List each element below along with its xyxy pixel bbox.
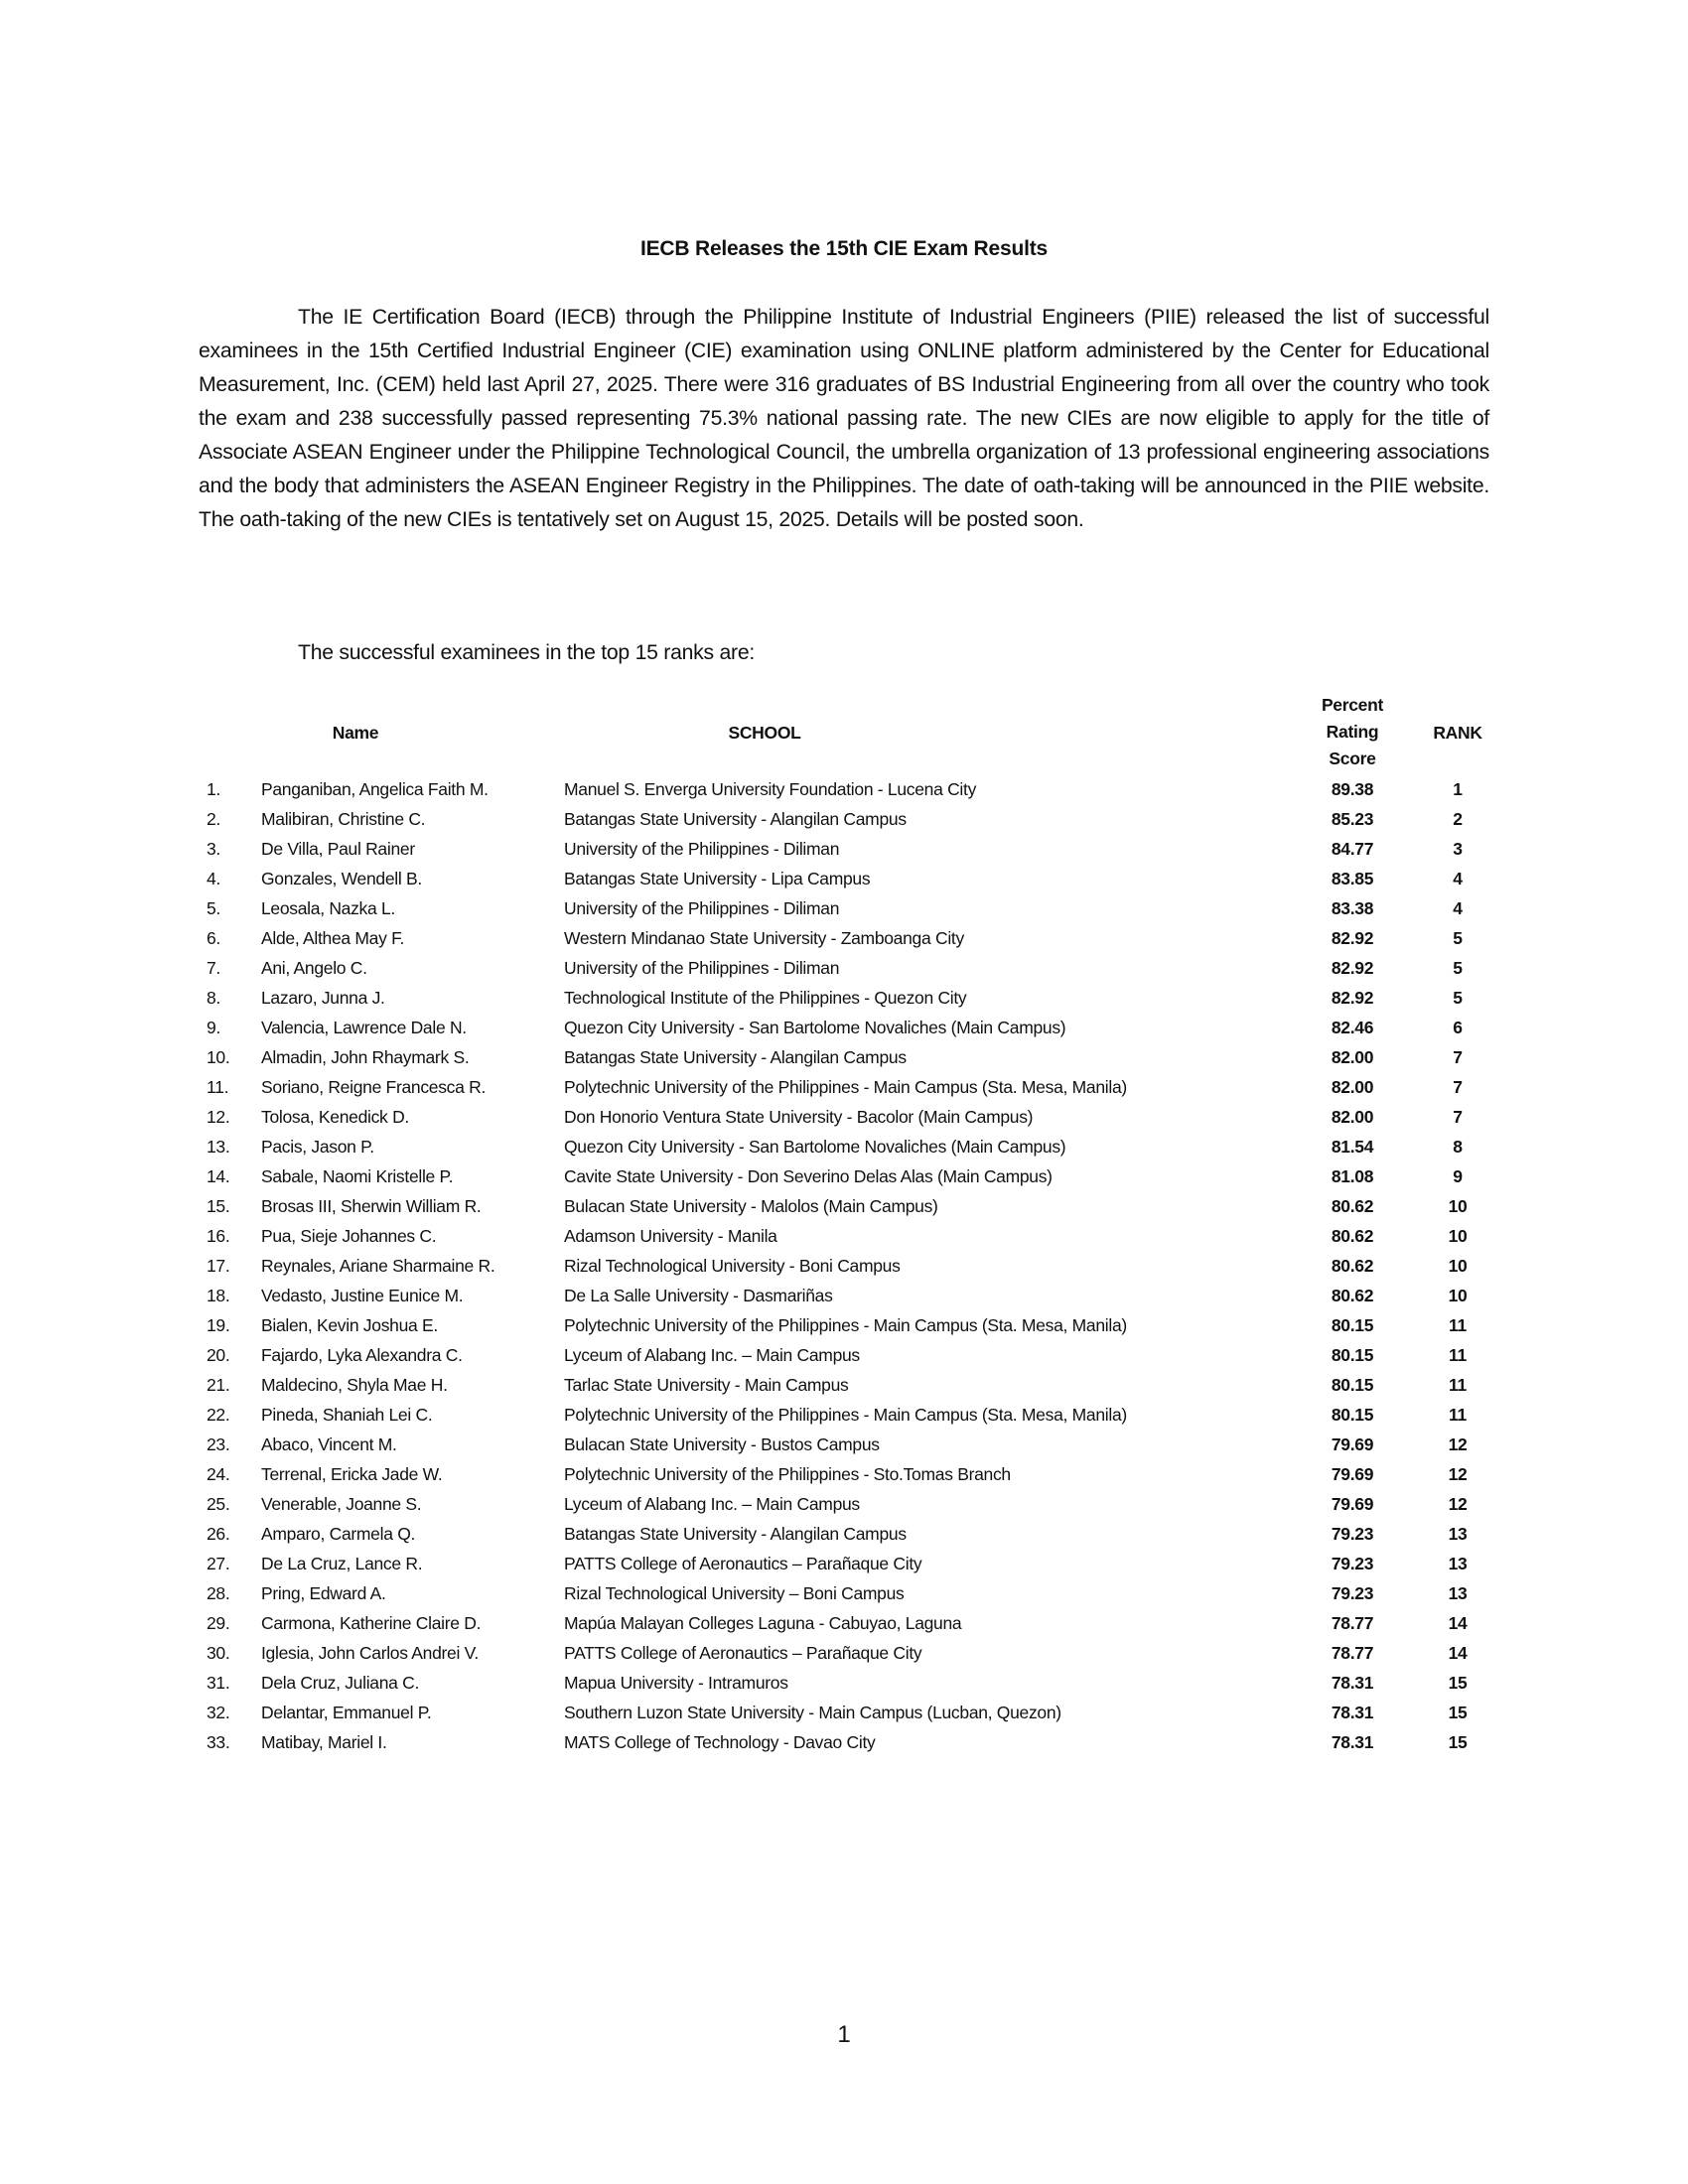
school-name: MATS College of Technology - Davao City — [564, 1732, 876, 1752]
school-name: Adamson University - Manila — [564, 1226, 777, 1246]
header-score-line-3: Score — [1329, 749, 1376, 768]
school-name: De La Salle University - Dasmariñas — [564, 1286, 833, 1305]
rank-value: 3 — [1453, 839, 1463, 859]
row-number: 16. — [207, 1226, 230, 1246]
examinee-name: Panganiban, Angelica Faith M. — [261, 779, 489, 799]
table-row — [0, 893, 1688, 923]
row-number: 24. — [207, 1464, 230, 1484]
table-row — [0, 1013, 1688, 1042]
row-number: 9. — [207, 1018, 220, 1037]
row-number: 26. — [207, 1524, 230, 1544]
rank-value: 10 — [1448, 1256, 1468, 1276]
table-row — [0, 864, 1688, 893]
rank-value: 13 — [1448, 1554, 1468, 1573]
percent-rating-score: 80.62 — [1331, 1226, 1374, 1246]
table-row — [0, 774, 1688, 804]
examinee-name: Fajardo, Lyka Alexandra C. — [261, 1345, 463, 1365]
table-row — [0, 1370, 1688, 1400]
rank-value: 9 — [1453, 1166, 1463, 1186]
examinee-name: Soriano, Reigne Francesca R. — [261, 1077, 487, 1097]
table-row — [0, 1519, 1688, 1549]
examinee-name: Pua, Sieje Johannes C. — [261, 1226, 437, 1246]
percent-rating-score: 79.23 — [1331, 1583, 1374, 1603]
rank-value: 15 — [1448, 1673, 1468, 1693]
school-name: Cavite State University - Don Severino Delas Alas (Main Campus) — [564, 1166, 1053, 1186]
examinee-name: Terrenal, Ericka Jade W. — [261, 1464, 443, 1484]
percent-rating-score: 79.23 — [1331, 1554, 1374, 1573]
header-school: SCHOOL — [728, 723, 801, 743]
table-row — [0, 804, 1688, 834]
row-number: 21. — [207, 1375, 230, 1395]
table-row — [0, 1161, 1688, 1191]
percent-rating-score: 89.38 — [1331, 779, 1374, 799]
percent-rating-score: 80.15 — [1331, 1375, 1374, 1395]
rank-value: 14 — [1448, 1643, 1468, 1663]
row-number: 12. — [207, 1107, 230, 1127]
percent-rating-score: 79.69 — [1331, 1494, 1374, 1514]
examinee-name: Delantar, Emmanuel P. — [261, 1703, 432, 1722]
percent-rating-score: 82.92 — [1331, 988, 1374, 1008]
table-row — [0, 1549, 1688, 1578]
school-name: Batangas State University - Alangilan Campus — [564, 1047, 907, 1067]
header-score-line-2: Rating — [1326, 722, 1379, 742]
row-number: 22. — [207, 1405, 230, 1425]
rank-value: 11 — [1449, 1315, 1467, 1335]
examinee-name: Pring, Edward A. — [261, 1583, 386, 1603]
row-number: 29. — [207, 1613, 230, 1633]
header-score-line-1: Percent — [1321, 695, 1384, 715]
row-number: 17. — [207, 1256, 230, 1276]
percent-rating-score: 78.77 — [1331, 1613, 1374, 1633]
rank-value: 15 — [1448, 1703, 1468, 1722]
announcement-paragraph: The IE Certification Board (IECB) through the Philippine Institute of Industrial Engineers (PIIE) released the list of successful examinees in the 15th Certified Industrial Engineer (CIE) examination using ONLINE platform administered by the Center for Educational Measurement, Inc. (CEM) held last April 27, 2025. There were 316 graduates of BS Industrial Engineering from all over the country who took the exam and 238 successfully passed representing 75.3% national passing rate. The new CIEs are now eligible to apply for the title of Associate ASEAN Engineer under the Philippine Technological Council, the umbrella organization of 13 professional engineering associations and the body that administers the ASEAN Engineer Registry in the Philippines. The date of oath-taking will be announced in the PIIE website. The oath-taking of the new CIEs is tentatively set on August 15, 2025. Details will be posted soon. — [199, 306, 1489, 531]
rank-value: 11 — [1449, 1375, 1467, 1395]
row-number: 27. — [207, 1554, 230, 1573]
percent-rating-score: 82.00 — [1331, 1077, 1374, 1097]
document-title: IECB Releases the 15th CIE Exam Results — [639, 237, 1049, 260]
school-name: Rizal Technological University - Boni Campus — [564, 1256, 901, 1276]
table-row — [0, 1459, 1688, 1489]
rank-value: 7 — [1453, 1047, 1463, 1067]
row-number: 7. — [207, 958, 220, 978]
table-row — [0, 1608, 1688, 1638]
examinee-name: Amparo, Carmela Q. — [261, 1524, 416, 1544]
row-number: 6. — [207, 928, 220, 948]
school-name: Batangas State University - Alangilan Campus — [564, 1524, 907, 1544]
examinee-name: Sabale, Naomi Kristelle P. — [261, 1166, 454, 1186]
rank-value: 10 — [1448, 1286, 1468, 1305]
examinee-name: De Villa, Paul Rainer — [261, 839, 415, 859]
row-number: 25. — [207, 1494, 230, 1514]
examinee-name: Vedasto, Justine Eunice M. — [261, 1286, 464, 1305]
table-row — [0, 1578, 1688, 1608]
school-name: Polytechnic University of the Philippines - Main Campus (Sta. Mesa, Manila) — [564, 1315, 1127, 1335]
percent-rating-score: 78.31 — [1331, 1732, 1374, 1752]
examinee-name: Pineda, Shaniah Lei C. — [261, 1405, 433, 1425]
table-row — [0, 983, 1688, 1013]
school-name: Don Honorio Ventura State University - Bacolor (Main Campus) — [564, 1107, 1034, 1127]
row-number: 31. — [207, 1673, 230, 1693]
table-row — [0, 1340, 1688, 1370]
row-number: 3. — [207, 839, 220, 859]
percent-rating-score: 80.62 — [1331, 1196, 1374, 1216]
school-name: Lyceum of Alabang Inc. – Main Campus — [564, 1345, 860, 1365]
school-name: PATTS College of Aeronautics – Parañaque City — [564, 1554, 922, 1573]
table-row — [0, 1102, 1688, 1132]
rank-value: 4 — [1453, 869, 1463, 888]
examinee-name: Carmona, Katherine Claire D. — [261, 1613, 482, 1633]
examinee-name: Ani, Angelo C. — [261, 958, 367, 978]
percent-rating-score: 82.00 — [1331, 1047, 1374, 1067]
examinee-name: Venerable, Joanne S. — [261, 1494, 422, 1514]
table-row — [0, 834, 1688, 864]
rank-value: 4 — [1453, 898, 1463, 918]
percent-rating-score: 82.00 — [1331, 1107, 1374, 1127]
examinee-name: Lazaro, Junna J. — [261, 988, 385, 1008]
school-name: Quezon City University - San Bartolome Novaliches (Main Campus) — [564, 1018, 1066, 1037]
school-name: University of the Philippines - Diliman — [564, 958, 840, 978]
table-row — [0, 923, 1688, 953]
row-number: 4. — [207, 869, 220, 888]
examinee-name: Matibay, Mariel I. — [261, 1732, 387, 1752]
rank-value: 10 — [1448, 1226, 1468, 1246]
table-row — [0, 1400, 1688, 1430]
rank-value: 7 — [1453, 1107, 1463, 1127]
percent-rating-score: 78.31 — [1331, 1703, 1374, 1722]
row-number: 28. — [207, 1583, 230, 1603]
table-row — [0, 1668, 1688, 1698]
rank-value: 11 — [1449, 1345, 1467, 1365]
table-row — [0, 1281, 1688, 1310]
school-name: Batangas State University - Alangilan Campus — [564, 809, 907, 829]
school-name: Southern Luzon State University - Main Campus (Lucban, Quezon) — [564, 1703, 1061, 1722]
table-row — [0, 1698, 1688, 1727]
table-row — [0, 1727, 1688, 1757]
percent-rating-score: 79.23 — [1331, 1524, 1374, 1544]
row-number: 10. — [207, 1047, 230, 1067]
school-name: PATTS College of Aeronautics – Parañaque City — [564, 1643, 922, 1663]
examinee-name: Reynales, Ariane Sharmaine R. — [261, 1256, 495, 1276]
examinee-name: Dela Cruz, Juliana C. — [261, 1673, 420, 1693]
school-name: Technological Institute of the Philippines - Quezon City — [564, 988, 967, 1008]
row-number: 2. — [207, 809, 220, 829]
examinee-name: Tolosa, Kenedick D. — [261, 1107, 409, 1127]
row-number: 20. — [207, 1345, 230, 1365]
header-rank: RANK — [1433, 723, 1482, 743]
rank-value: 12 — [1448, 1434, 1468, 1454]
school-name: Bulacan State University - Bustos Campus — [564, 1434, 880, 1454]
row-number: 5. — [207, 898, 220, 918]
rank-value: 5 — [1453, 988, 1463, 1008]
row-number: 11. — [207, 1077, 229, 1097]
results-table-body — [0, 774, 1688, 1757]
examinee-name: De La Cruz, Lance R. — [261, 1554, 423, 1573]
percent-rating-score: 81.54 — [1331, 1137, 1374, 1157]
row-number: 23. — [207, 1434, 230, 1454]
examinee-name: Gonzales, Wendell B. — [261, 869, 422, 888]
row-number: 32. — [207, 1703, 230, 1722]
rank-value: 12 — [1448, 1464, 1468, 1484]
examinee-name: Leosala, Nazka L. — [261, 898, 395, 918]
examinee-name: Malibiran, Christine C. — [261, 809, 426, 829]
percent-rating-score: 79.69 — [1331, 1434, 1374, 1454]
table-row — [0, 1430, 1688, 1459]
percent-rating-score: 82.92 — [1331, 958, 1374, 978]
row-number: 8. — [207, 988, 220, 1008]
school-name: Manuel S. Enverga University Foundation - Lucena City — [564, 779, 977, 799]
rank-value: 6 — [1453, 1018, 1463, 1037]
percent-rating-score: 85.23 — [1331, 809, 1374, 829]
table-row — [0, 1221, 1688, 1251]
school-name: Polytechnic University of the Philippines - Main Campus (Sta. Mesa, Manila) — [564, 1405, 1127, 1425]
examinee-name: Maldecino, Shyla Mae H. — [261, 1375, 448, 1395]
examinee-name: Bialen, Kevin Joshua E. — [261, 1315, 438, 1335]
header-percent-rating-score — [1293, 692, 1412, 772]
percent-rating-score: 80.62 — [1331, 1286, 1374, 1305]
school-name: Rizal Technological University – Boni Campus — [564, 1583, 905, 1603]
table-row — [0, 1072, 1688, 1102]
top-ranks-intro: The successful examinees in the top 15 ranks are: — [298, 641, 756, 664]
examinee-name: Valencia, Lawrence Dale N. — [261, 1018, 467, 1037]
percent-rating-score: 82.92 — [1331, 928, 1374, 948]
percent-rating-score: 83.85 — [1331, 869, 1374, 888]
rank-value: 2 — [1453, 809, 1463, 829]
school-name: Bulacan State University - Malolos (Main Campus) — [564, 1196, 938, 1216]
school-name: Tarlac State University - Main Campus — [564, 1375, 849, 1395]
header-name: Name — [332, 723, 379, 743]
row-number: 19. — [207, 1315, 230, 1335]
table-row — [0, 1191, 1688, 1221]
row-number: 33. — [207, 1732, 230, 1752]
school-name: Mapua University - Intramuros — [564, 1673, 788, 1693]
examinee-name: Alde, Althea May F. — [261, 928, 405, 948]
table-row — [0, 1132, 1688, 1161]
table-row — [0, 953, 1688, 983]
rank-value: 13 — [1448, 1583, 1468, 1603]
row-number: 30. — [207, 1643, 230, 1663]
table-row — [0, 1310, 1688, 1340]
rank-value: 5 — [1453, 928, 1463, 948]
rank-value: 5 — [1453, 958, 1463, 978]
percent-rating-score: 78.31 — [1331, 1673, 1374, 1693]
row-number: 14. — [207, 1166, 230, 1186]
row-number: 15. — [207, 1196, 230, 1216]
rank-value: 13 — [1448, 1524, 1468, 1544]
examinee-name: Pacis, Jason P. — [261, 1137, 374, 1157]
percent-rating-score: 80.15 — [1331, 1315, 1374, 1335]
examinee-name: Almadin, John Rhaymark S. — [261, 1047, 470, 1067]
table-row — [0, 1042, 1688, 1072]
rank-value: 12 — [1448, 1494, 1468, 1514]
examinee-name: Brosas III, Sherwin William R. — [261, 1196, 482, 1216]
school-name: Polytechnic University of the Philippines - Sto.Tomas Branch — [564, 1464, 1011, 1484]
table-row — [0, 1251, 1688, 1281]
school-name: Polytechnic University of the Philippines - Main Campus (Sta. Mesa, Manila) — [564, 1077, 1127, 1097]
rank-value: 10 — [1448, 1196, 1468, 1216]
row-number: 1. — [207, 779, 220, 799]
school-name: University of the Philippines - Diliman — [564, 839, 840, 859]
school-name: Quezon City University - San Bartolome Novaliches (Main Campus) — [564, 1137, 1066, 1157]
percent-rating-score: 84.77 — [1331, 839, 1374, 859]
rank-value: 11 — [1449, 1405, 1467, 1425]
percent-rating-score: 79.69 — [1331, 1464, 1374, 1484]
examinee-name: Iglesia, John Carlos Andrei V. — [261, 1643, 479, 1663]
row-number: 18. — [207, 1286, 230, 1305]
percent-rating-score: 82.46 — [1331, 1018, 1374, 1037]
table-row — [0, 1638, 1688, 1668]
rank-value: 7 — [1453, 1077, 1463, 1097]
table-row — [0, 1489, 1688, 1519]
rank-value: 15 — [1448, 1732, 1468, 1752]
percent-rating-score: 83.38 — [1331, 898, 1374, 918]
percent-rating-score: 80.62 — [1331, 1256, 1374, 1276]
row-number: 13. — [207, 1137, 230, 1157]
page-number: 1 — [837, 2021, 851, 2048]
school-name: Lyceum of Alabang Inc. – Main Campus — [564, 1494, 860, 1514]
percent-rating-score: 81.08 — [1331, 1166, 1374, 1186]
rank-value: 1 — [1453, 779, 1463, 799]
school-name: University of the Philippines - Diliman — [564, 898, 840, 918]
school-name: Batangas State University - Lipa Campus — [564, 869, 871, 888]
rank-value: 14 — [1448, 1613, 1468, 1633]
school-name: Western Mindanao State University - Zamboanga City — [564, 928, 964, 948]
percent-rating-score: 80.15 — [1331, 1345, 1374, 1365]
percent-rating-score: 78.77 — [1331, 1643, 1374, 1663]
percent-rating-score: 80.15 — [1331, 1405, 1374, 1425]
rank-value: 8 — [1453, 1137, 1463, 1157]
school-name: Mapúa Malayan Colleges Laguna - Cabuyao, Laguna — [564, 1613, 962, 1633]
examinee-name: Abaco, Vincent M. — [261, 1434, 397, 1454]
